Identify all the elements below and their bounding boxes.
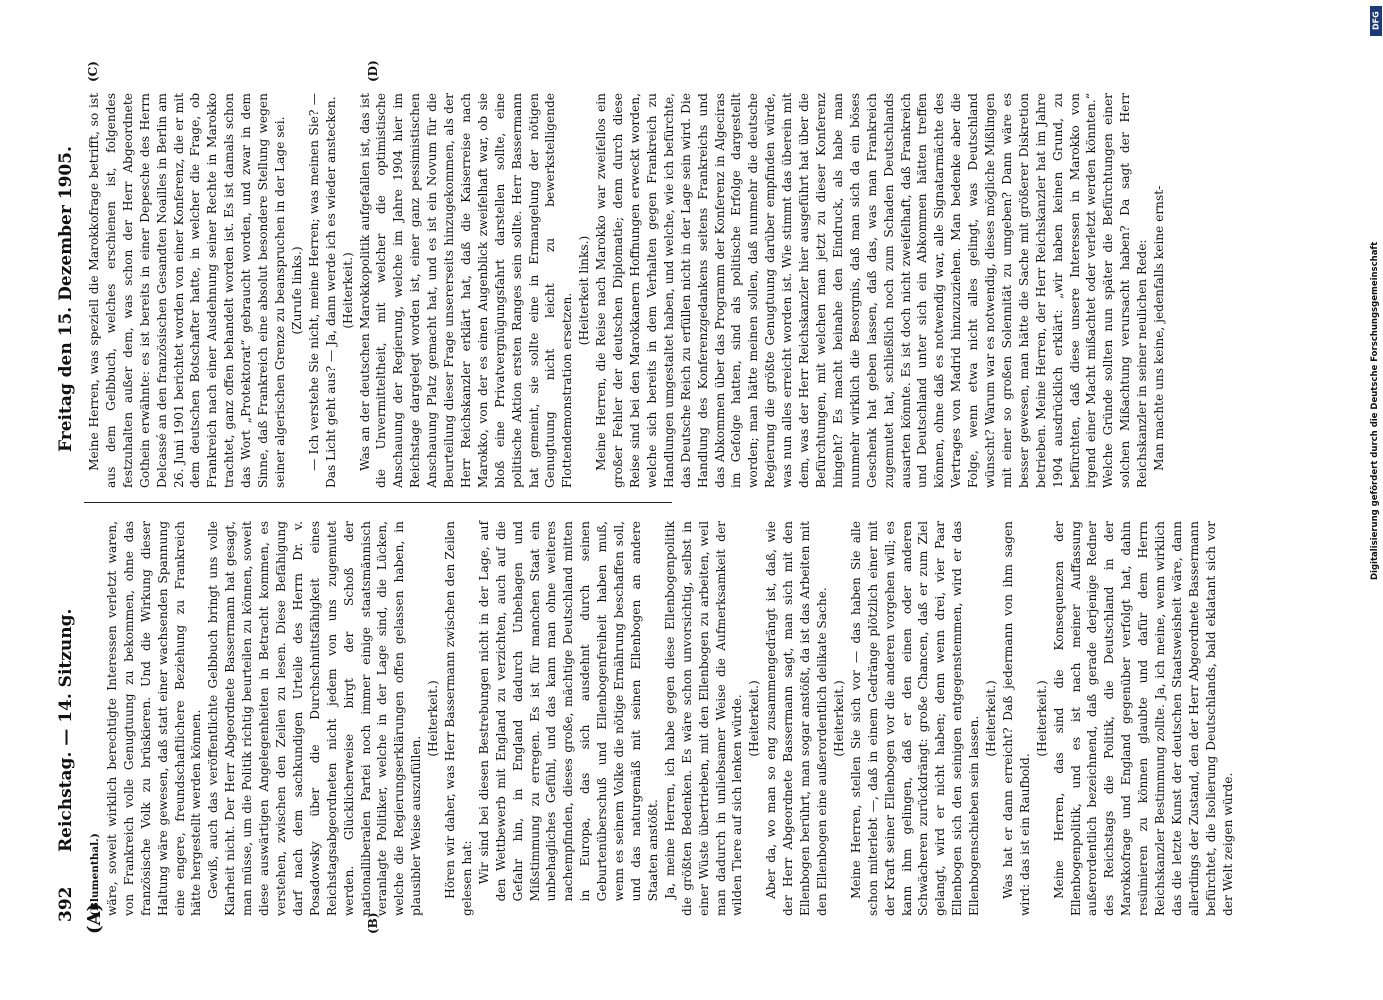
right-text-column [86, 93, 1168, 488]
dfg-logo: DFG [1370, 6, 1382, 36]
header-date-title: Freitag den 15. Dezember 1905. [56, 146, 76, 452]
margin-mark-b: (B) [366, 912, 380, 934]
page-header [56, 80, 82, 922]
margin-mark-d: (D) [366, 60, 380, 82]
paragraph: Meine Herren, was speziell die Marokkofrage betrifft, so ist aus dem Gelbbuch, welches erschienen ist, folgendes festzuhalten außer dem, was schon der Herr Abgeordnete Gothein erwähnte: es ist bereits in einer Depesche des Herrn Delcassé an den französischen Gesandten Noailles in Berlin am 26. Juni 1901 berichtet worden von einer Konferenz, die er mit dem deutschen Botschafter hatte, in welcher die Frage, ob Frankreich nach einer Ausdehnung seiner Rechte in Marokko trachtet, ganz offen behandelt worden ist. Es ist damals schon das Wort „Protektorat“ gebraucht worden, und zwar in dem Sinne, daß Frankreich eine absolut besondere Stellung wegen seiner algerischen Grenze zu beanspruchen in der Lage sei. [87, 93, 287, 488]
reaction-note: (Heiterkeit.) [426, 680, 441, 757]
paragraph: Was an der deutschen Marokkopolitik aufgefallen ist, das ist die Unvermitteltheit, mit welcher die optimistische Anschauung der Regierung, welche im Jahre 1904 hier im Reichstage dargelegt worden ist, einer ganz pessimistischen Anschauung Platz gemacht hat, und es ist ein Novum für die Beurteilung dieser Frage unsererseits hinzugekommen, als der Herr Reichskanzler erklärt hat, daß die Kaiserreise nach Marokko, von der es einen Augenblick zweifelhaft war, ob sie bloß eine Privatvergnügungsfahrt darstellen sollte, eine politische Aktion ersten Ranges sein sollte. Herr Bassermann hat gemeint, sie sollte eine in Ermangelung der nötigen Genugtuung nicht leicht zu bewerkstelligende Flottendemonstration ersetzen. [357, 93, 575, 488]
paragraph: Gewiß, auch das veröffentlichte Gelbbuch bringt uns volle Klarheit nicht. Der Herr Abgeordnete Bassermann hat gesagt, man müsse, um die Politik richtig beurteilen zu können, soweit diese auswärtigen Angelegenheiten in Betracht kommen, es verstehen, zwischen den Zeilen zu lesen. Diese Befähigung darf nach dem sachkundigen Urteile des Herrn Dr. v. Posadowsky über die Durchschnittsfähigkeit eines Reichstagsabgeordneten nicht jedem von uns zugemutet werden. Glücklicherweise birgt der Schoß der nationalliberalen Partei noch immer einige staatsmännisch veranlagte Politiker, welche in der Lage sind, die Lücken, welche die Regierungserklärungen offen gelassen haben, in plausibler Weise auszufüllen. [206, 521, 424, 916]
paragraph: Meine Herren, das sind die Konsequenzen der Ellenbogenpolitik, und es ist nach meiner Auffassung außerordentlich bezeichnend, daß gerade derjenige Redner des Reichstags die Politik, die Deutschland in der Marokkofrage und England gegenüber verfolgt hat, dahin resümieren zu können glaubte und dafür dem Herrn Reichskanzler Bestimmung zollte. Ja, ich meine, wenn wirklich das die letzte Kunst der deutschen Staatsweisheit wäre, dann allerdings der Zustand, den der Herr Abgeordnete Bassermann befürchtet, die Isolierung Deutschlands, bald eklatant sich vor der Welt zeigen würde. [1051, 521, 1235, 916]
reaction-note: (Heiterkeit.) [831, 680, 846, 757]
paragraph: Meine Herren, stellen Sie sich vor — das haben Sie alle schon miterlebt —, daß in einem Gedränge plötzlich einer mit der Kraft seiner Ellenbogen vor die anderen vorgehen will; es kann ihm gelingen, daß er den einen oder anderen Schwächeren zurückdrängt: große Chancen, daß er zum Ziel gelangt, wird er nicht haben; denn wenn drei, vier Paar Ellenbogen sich den seinigen entgegenstemmen, wird er das Ellenbogenschieben sein lassen. [848, 521, 982, 916]
paragraph: Hören wir daher, was Herr Bassermann zwischen den Zeilen gelesen hat: [443, 521, 474, 916]
paragraph: Meine Herren, die Reise nach Marokko war zweifellos ein großer Fehler der deutschen Diplomatie; denn durch diese Reise sind bei den Marokkanern Hoffnungen erweckt worden, welche sich bereits in dem Verhalten gegen Frankreich zu Handlungen umgestaltet haben, und welche, wie ich befürchte, das Deutsche Reich zu erfüllen nicht in der Lage sein wird. Die Handlung des Konferenzgedankens seitens Frankreichs und das Abkommen über das Programm der Konferenz in Algeciras im Gefolge hatten, sind als politische Erfolge dargestellt worden; man hätte meinen sollen, daß nunmehr die deutsche Regierung die größte Genugtuung darüber empfinden würde, was nun alles erreicht worden ist. Wie stimmt das überein mit dem, was der Herr Reichskanzler hier ausgeführt hat über die Befürchtungen, mit welchen man jetzt zu dieser Konferenz hingeht? Es macht beinahe den Eindruck, als habe man nunmehr wirklich die Besorgnis, daß man sich da ein böses Geschenk hat geben lassen, daß das, was man Frankreich zugemutet hat, schließlich noch zum Schaden Deutschlands ausarten könnte. Es ist doch nicht zweifelhaft, daß Frankreich und Deutschland unter sich ein Abkommen hätten treffen können, ohne daß es notwendig war, alle Signatarmächte des Vertrages von Madrid hinzuzuziehen. Man bedenke aber die Folge, wenn etwa nicht alles gelingt, was Deutschland wünscht? Warum war es notwendig, dieses mögliche Mißlingen mit einer so großen Solennität zu umgeben? Dann wäre es besser gewesen, man hätte die Sache mit größerer Diskretion betrieben. Meine Herren, der Herr Reichskanzler hat im Jahre 1904 ausdrücklich erklärt: „wir haben keinen Grund, zu befürchten, daß diese unsere Interessen in Marokko von irgend einer Macht mißachtet oder verletzt werden könnten.“ Welche Gründe sollten nun später die Befürchtungen einer solchen Mißachtung verursacht haben? Da sagt der Herr Reichskanzler in seiner neulichen Rede: [594, 93, 1150, 488]
digitization-credit: Digitalisierung gefördert durch die Deutsche Forschungsgemeinschaft [1370, 241, 1380, 580]
reaction-note: (Heiterkeit.) [747, 680, 762, 757]
quotation: Wir sind bei diesen Bestrebungen nicht in der Lage, auf den Wettbewerb mit England zu verzichten, auch auf die Gefahr hin, in England dadurch Unbehagen und Mißstimmung zu erregen. Es ist für manchen Staat ein unbehagliches Gefühl, und das kann man ohne weiteres nachempfinden, dieses große, mächtige Deutschland mitten in Europa, das sich ausdehnt durch seinen Geburtenüberschuß und Ellenbogenfreiheit haben muß, wenn es seinem Volke die nötige Ernährung beschaffen soll, und das naturgemäß mit seinen Ellenbogen an andere Staaten anstößt. [476, 521, 660, 902]
paragraph: Man machte uns keine, jedenfalls keine ernst- [1152, 185, 1167, 471]
reaction-note: (Heiterkeit.) [984, 680, 999, 757]
reaction-note: (Zurufe links.) [289, 246, 304, 335]
paragraph: Aber da, wo man so eng zusammengedrängt ist, daß, wie der Herr Abgeordnete Bassermann sagt, man sich mit den Ellenbogen berührt, man sogar anstößt, da ist das Arbeiten mit den Ellenbogen eine außerordentlich delikate Sache. [764, 521, 829, 916]
reaction-note: (Heiterkeit links.) [577, 235, 592, 346]
paragraph: wäre, soweit wirklich berechtigte Interessen verletzt waren, von Frankreich volle Genugtuung zu bekommen, ohne das französische Volk zu brüskieren. Und die Wirkung dieser Haltung wäre gewesen, daß statt einer wachsenden Spannung eine engere, freundschaftlichere Beziehung zu Frankreich hätte hergestellt werden können. [104, 521, 204, 916]
paragraph: Ja, meine Herren, ich habe gegen diese Ellenbogenpolitik die größten Bedenken. Es wäre schon unvorsichtig, selbst in einer Wüste übertrieben, mit den Ellenbogen zu arbeiten, weil man dadurch in unliebsamer Weise die Aufmerksamkeit der wilden Tiere auf sich lenken würde. [662, 521, 745, 916]
margin-mark-c: (C) [86, 61, 100, 82]
page-number: 392 [56, 886, 76, 922]
reaction-note: (Heiterkeit.) [340, 252, 355, 329]
left-text-column [86, 521, 1237, 916]
reaction-note: (Heiterkeit.) [1034, 680, 1049, 757]
column-divider [84, 502, 672, 503]
paragraph: Was hat er dann erreicht? Daß jedermann von ihm sagen wird: das ist ein Raufbold. [1000, 521, 1032, 916]
speaker-label: (Blumenthal.) [89, 833, 101, 916]
paragraph: — Ich verstehe Sie nicht, meine Herren; was meinen Sie? — Das Licht geht aus? — Ja, dann werde ich es wieder anstecken. [306, 93, 338, 488]
header-session-title: Reichstag. — 14. Sitzung. [56, 608, 76, 852]
margin-mark-a: (A) [84, 903, 105, 934]
